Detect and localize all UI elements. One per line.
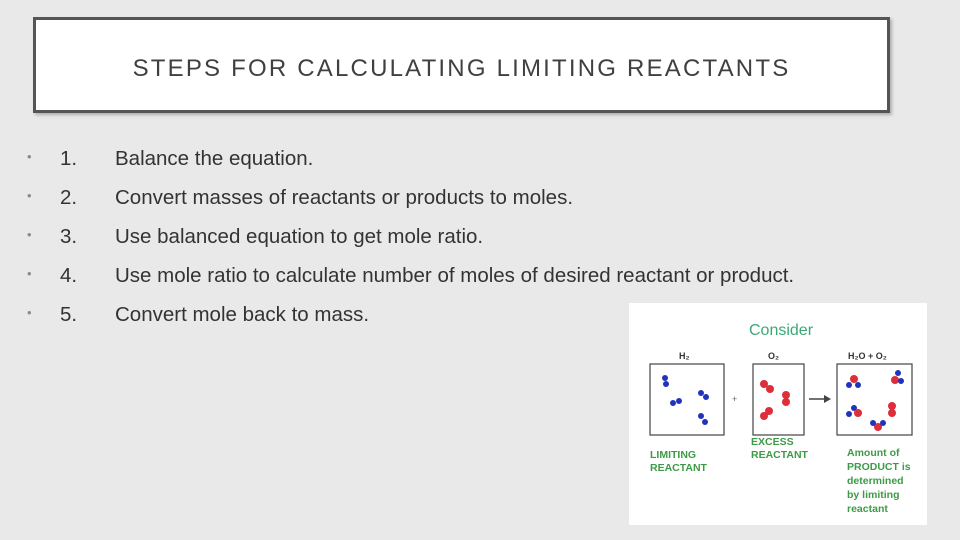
bullet-icon: •	[27, 227, 32, 242]
step-number: 3.	[60, 225, 78, 248]
step-text: Balance the equation.	[115, 147, 314, 170]
step-number: 1.	[60, 147, 78, 170]
limiting-reactant-label: LIMITING REACTANT	[650, 449, 707, 474]
bullet-icon: •	[27, 149, 32, 164]
plus-sign: +	[732, 394, 738, 404]
o2-box	[753, 364, 804, 435]
step-text: Convert mole back to mass.	[115, 303, 370, 326]
box2-label: O₂	[768, 351, 779, 361]
step-number: 2.	[60, 186, 78, 209]
reaction-arrow-icon	[809, 395, 831, 403]
h2-box	[650, 364, 724, 435]
figure-heading: Consider	[749, 322, 814, 339]
box3-label: H₂O + O₂	[848, 351, 887, 361]
step-text: Use balanced equation to get mole ratio.	[115, 225, 484, 248]
box1-label: H₂	[679, 351, 690, 361]
step-number: 5.	[60, 303, 78, 326]
product-note: Amount of PRODUCT is determined by limiting reactant	[847, 447, 911, 515]
slide-title: STEPS FOR CALCULATING LIMITING REACTANTS	[132, 55, 791, 82]
reaction-diagram	[629, 303, 927, 525]
step-number: 4.	[60, 264, 78, 287]
step-text: Convert masses of reactants or products to moles.	[115, 186, 574, 209]
limiting-reactant-figure	[629, 303, 927, 525]
title-box	[33, 17, 890, 113]
excess-reactant-label: EXCESS REACTANT	[751, 436, 808, 461]
bullet-icon: •	[27, 266, 32, 281]
bullet-icon: •	[27, 188, 32, 203]
bullet-icon: •	[27, 305, 32, 320]
step-text: Use mole ratio to calculate number of moles of desired reactant or product.	[115, 264, 795, 287]
